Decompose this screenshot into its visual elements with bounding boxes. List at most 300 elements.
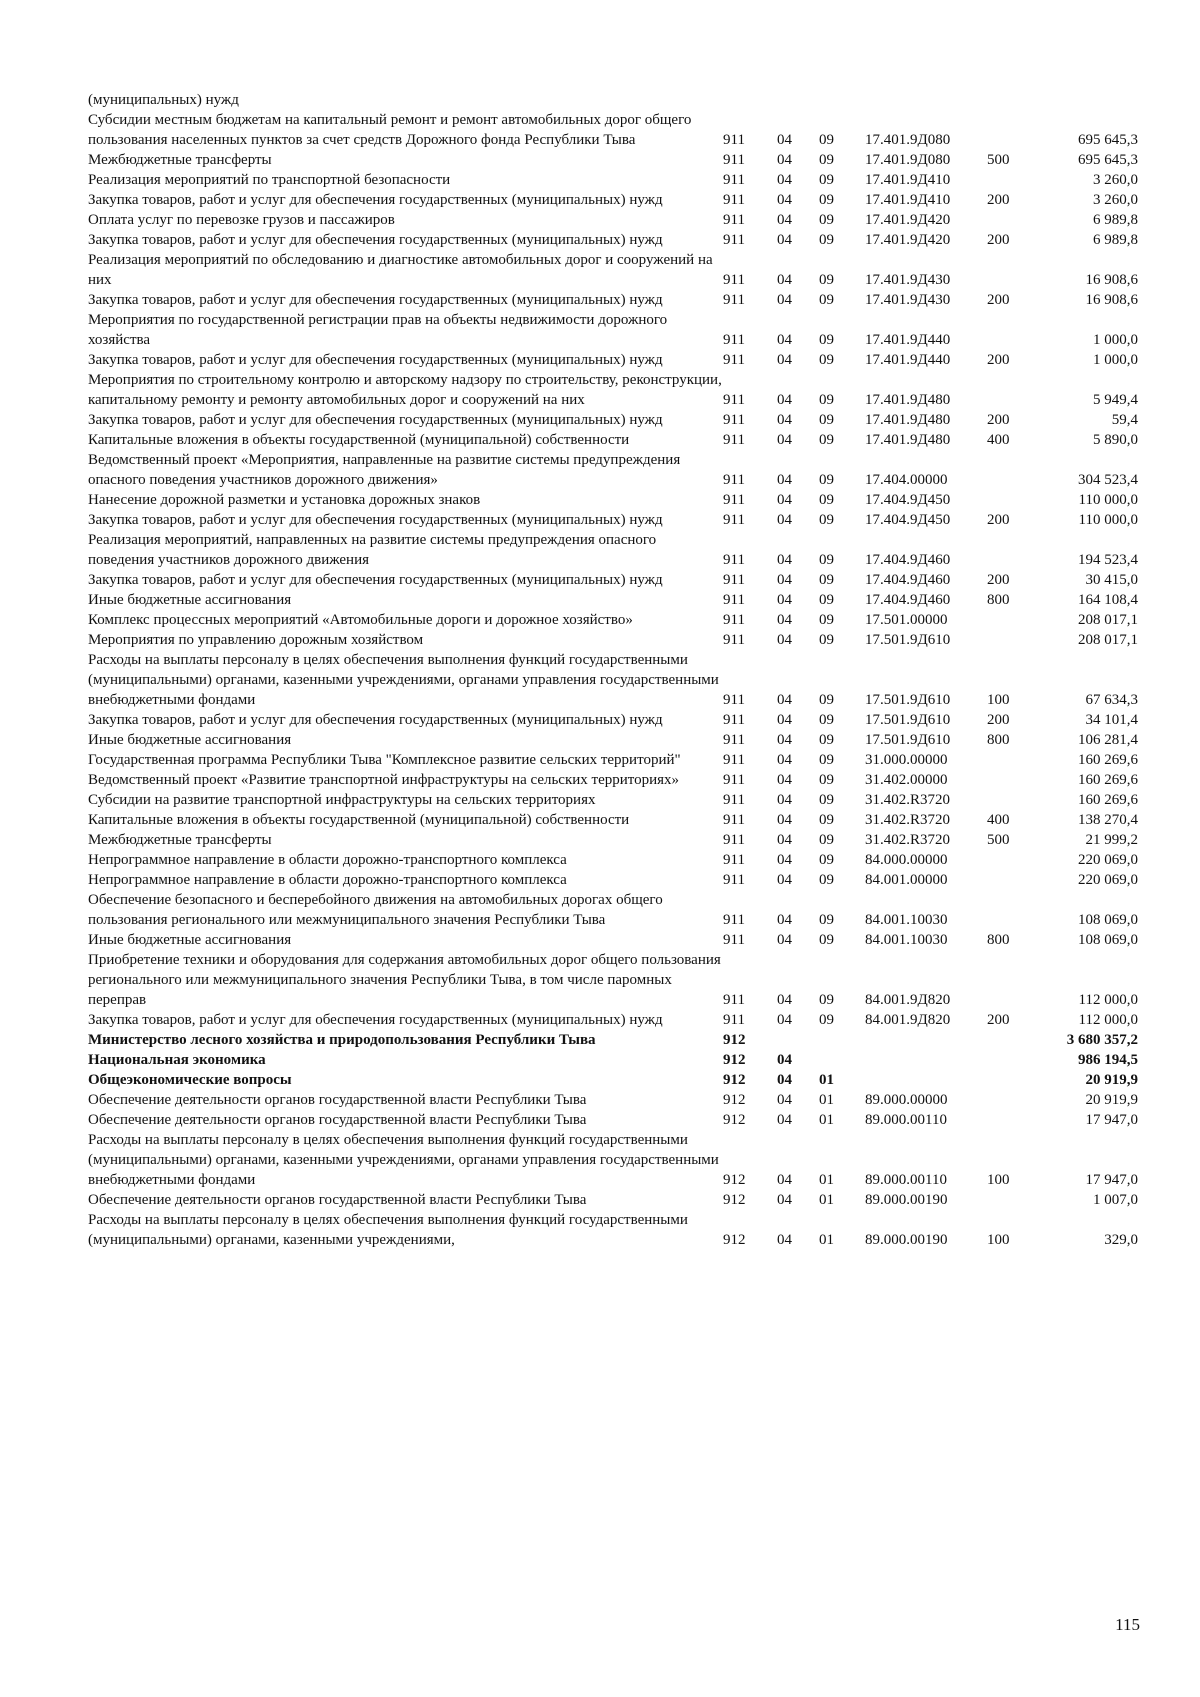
amount: 160 269,6 (1078, 792, 1138, 808)
row-name: Обеспечение деятельности органов государственной власти Республики Тыва (88, 1192, 587, 1208)
amount: 3 260,0 (1093, 192, 1138, 208)
section-code: 04 (777, 632, 792, 648)
target-article-code: 17.501.9Д610 (865, 712, 951, 728)
subsection-code: 01 (819, 1172, 834, 1188)
amount: 329,0 (1104, 1232, 1138, 1248)
section-code: 04 (777, 332, 792, 348)
subsection-code: 01 (819, 1112, 834, 1128)
target-article-code: 17.501.9Д610 (865, 632, 951, 648)
subsection-code: 09 (819, 432, 834, 448)
expense-type-code: 500 (987, 832, 1010, 848)
section-code: 04 (777, 272, 792, 288)
section-code: 04 (777, 552, 792, 568)
expense-type-code (987, 170, 1033, 190)
admin-code: 911 (723, 152, 745, 168)
target-article-code: 17.401.9Д080 (865, 152, 951, 168)
table-row (88, 610, 1138, 630)
row-name: Капитальные вложения в объекты государственной (муниципальной) собственности (88, 812, 630, 828)
admin-code: 912 (723, 1072, 746, 1088)
table-row (88, 1050, 1138, 1070)
section-code: 04 (777, 172, 792, 188)
amount: 110 000,0 (1078, 512, 1138, 528)
expense-type-code: 800 (987, 732, 1010, 748)
table-row (88, 1030, 1138, 1050)
amount: 67 634,3 (1085, 692, 1138, 708)
admin-code: 912 (723, 1092, 746, 1108)
subsection-code: 01 (819, 1072, 834, 1088)
amount: 160 269,6 (1078, 752, 1138, 768)
row-name: Расходы на выплаты персоналу в целях обеспечения выполнения функций государственными (муниципальными) органами, казенными учреждениями, органами управления государственными внебюджетными фондами (88, 652, 719, 708)
expense-type-code: 100 (987, 1172, 1010, 1188)
admin-code: 912 (723, 1172, 746, 1188)
row-name: Ведомственный проект «Мероприятия, направленные на развитие системы предупреждения опасного поведения участников дорожного движения» (88, 452, 681, 488)
section-code: 04 (777, 592, 792, 608)
target-article-code: 17.401.9Д410 (865, 172, 951, 188)
subsection-code: 09 (819, 752, 834, 768)
subsection-code (819, 90, 865, 110)
expense-type-code (987, 1110, 1033, 1130)
admin-code: 911 (723, 512, 745, 528)
expense-type-code: 400 (987, 432, 1010, 448)
target-article-code: 17.404.9Д450 (865, 512, 951, 528)
subsection-code: 09 (819, 912, 834, 928)
row-name: Закупка товаров, работ и услуг для обеспечения государственных (муниципальных) нужд (88, 292, 663, 308)
admin-code: 911 (723, 172, 745, 188)
admin-code: 912 (723, 1052, 746, 1068)
amount: 108 069,0 (1078, 932, 1138, 948)
admin-code: 911 (723, 552, 745, 568)
section-code: 04 (777, 132, 792, 148)
subsection-code: 09 (819, 592, 834, 608)
amount: 1 000,0 (1093, 352, 1138, 368)
subsection-code: 09 (819, 832, 834, 848)
row-name: Закупка товаров, работ и услуг для обеспечения государственных (муниципальных) нужд (88, 192, 663, 208)
expense-type-code: 100 (987, 692, 1010, 708)
subsection-code: 09 (819, 472, 834, 488)
table-row (88, 950, 1138, 1010)
expense-type-code (987, 90, 1033, 110)
admin-code: 911 (723, 232, 745, 248)
row-name: Закупка товаров, работ и услуг для обеспечения государственных (муниципальных) нужд (88, 232, 663, 248)
subsection-code: 09 (819, 932, 834, 948)
row-name: (муниципальных) нужд (88, 92, 239, 108)
admin-code: 911 (723, 912, 745, 928)
target-article-code (865, 1050, 987, 1070)
expense-type-code: 200 (987, 512, 1010, 528)
expense-type-code (987, 110, 1033, 150)
target-article-code: 89.000.00110 (865, 1112, 947, 1128)
admin-code: 911 (723, 492, 745, 508)
subsection-code: 09 (819, 512, 834, 528)
table-row (88, 730, 1138, 750)
row-name: Закупка товаров, работ и услуг для обеспечения государственных (муниципальных) нужд (88, 572, 663, 588)
table-row (88, 110, 1138, 150)
row-name: Закупка товаров, работ и услуг для обеспечения государственных (муниципальных) нужд (88, 712, 663, 728)
subsection-code: 09 (819, 352, 834, 368)
admin-code: 911 (723, 332, 745, 348)
row-name: Мероприятия по государственной регистрации прав на объекты недвижимости дорожного хозяйства (88, 312, 668, 348)
section-code: 04 (777, 1232, 792, 1248)
section-code: 04 (777, 872, 792, 888)
admin-code: 911 (723, 352, 745, 368)
expense-type-code (987, 1190, 1033, 1210)
row-name: Национальная экономика (88, 1052, 266, 1068)
subsection-code (819, 1030, 865, 1050)
table-row (88, 710, 1138, 730)
subsection-code: 09 (819, 272, 834, 288)
admin-code: 911 (723, 832, 745, 848)
section-code: 04 (777, 492, 792, 508)
amount: 208 017,1 (1078, 612, 1138, 628)
table-row (88, 790, 1138, 810)
target-article-code: 17.404.9Д460 (865, 572, 951, 588)
expense-type-code: 800 (987, 592, 1010, 608)
target-article-code: 31.000.00000 (865, 752, 948, 768)
expense-type-code: 200 (987, 192, 1010, 208)
table-row (88, 210, 1138, 230)
expense-type-code (987, 450, 1033, 490)
table-row (88, 350, 1138, 370)
row-name: Мероприятия по строительному контролю и авторскому надзору по строительству, реконструкции, капитальному ремонту и ремонту автомобильных дорог и сооружений на них (88, 372, 722, 408)
section-code: 04 (777, 392, 792, 408)
expense-type-code (987, 750, 1033, 770)
table-row (88, 1210, 1138, 1250)
expense-type-code (987, 310, 1033, 350)
admin-code: 911 (723, 612, 745, 628)
subsection-code: 09 (819, 132, 834, 148)
admin-code: 911 (723, 712, 745, 728)
section-code: 04 (777, 192, 792, 208)
expense-type-code (987, 790, 1033, 810)
table-row (88, 1130, 1138, 1190)
admin-code: 911 (723, 772, 745, 788)
section-code: 04 (777, 712, 792, 728)
row-name: Субсидии на развитие транспортной инфраструктуры на сельских территориях (88, 792, 596, 808)
amount: 108 069,0 (1078, 912, 1138, 928)
target-article-code: 17.401.9Д410 (865, 192, 951, 208)
subsection-code: 09 (819, 872, 834, 888)
amount: 106 281,4 (1078, 732, 1138, 748)
subsection-code: 09 (819, 192, 834, 208)
table-row (88, 370, 1138, 410)
target-article-code (865, 90, 987, 110)
section-code: 04 (777, 612, 792, 628)
admin-code: 911 (723, 592, 745, 608)
target-article-code: 89.000.00000 (865, 1092, 948, 1108)
admin-code: 911 (723, 692, 745, 708)
target-article-code: 17.401.9Д440 (865, 332, 951, 348)
target-article-code: 84.001.00000 (865, 872, 948, 888)
row-name: Закупка товаров, работ и услуг для обеспечения государственных (муниципальных) нужд (88, 412, 663, 428)
table-row (88, 1090, 1138, 1110)
admin-code: 911 (723, 732, 745, 748)
table-row (88, 850, 1138, 870)
amount: 220 069,0 (1078, 852, 1138, 868)
amount: 17 947,0 (1085, 1112, 1138, 1128)
admin-code: 911 (723, 872, 745, 888)
admin-code: 912 (723, 1112, 746, 1128)
budget-table-body (88, 90, 1138, 1250)
amount: 21 999,2 (1085, 832, 1138, 848)
section-code: 04 (777, 352, 792, 368)
section-code: 04 (777, 792, 792, 808)
target-article-code: 84.001.9Д820 (865, 1012, 951, 1028)
row-name: Оплата услуг по перевозке грузов и пассажиров (88, 212, 395, 228)
expense-type-code (987, 250, 1033, 290)
expense-type-code: 200 (987, 352, 1010, 368)
row-name: Приобретение техники и оборудования для содержания автомобильных дорог общего пользования регионального или межмуниципального значения Республики Тыва, в том числе паромных переправ (88, 952, 721, 1008)
expense-type-code (987, 1030, 1033, 1050)
section-code: 04 (777, 1052, 792, 1068)
table-row (88, 310, 1138, 350)
expense-type-code (987, 610, 1033, 630)
table-row (88, 150, 1138, 170)
row-name: Государственная программа Республики Тыва "Комплексное развитие сельских территорий" (88, 752, 681, 768)
table-row (88, 630, 1138, 650)
table-row (88, 890, 1138, 930)
amount: 5 949,4 (1093, 392, 1138, 408)
amount: 1 000,0 (1093, 332, 1138, 348)
expense-type-code (987, 530, 1033, 570)
section-code: 04 (777, 232, 792, 248)
target-article-code: 17.501.9Д610 (865, 692, 951, 708)
amount: 164 108,4 (1078, 592, 1138, 608)
expense-type-code (987, 870, 1033, 890)
subsection-code: 09 (819, 492, 834, 508)
amount (1033, 90, 1138, 110)
subsection-code (819, 1050, 865, 1070)
target-article-code: 17.401.9Д420 (865, 212, 951, 228)
amount: 112 000,0 (1078, 992, 1138, 1008)
target-article-code: 17.401.9Д480 (865, 432, 951, 448)
row-name: Расходы на выплаты персоналу в целях обеспечения выполнения функций государственными (муниципальными) органами, казенными учреждениями, (88, 1212, 688, 1248)
section-code: 04 (777, 1172, 792, 1188)
subsection-code: 09 (819, 292, 834, 308)
subsection-code: 09 (819, 152, 834, 168)
table-row (88, 930, 1138, 950)
admin-code: 912 (723, 1232, 746, 1248)
admin-code: 911 (723, 1012, 745, 1028)
target-article-code (865, 1030, 987, 1050)
row-name: Обеспечение деятельности органов государственной власти Республики Тыва (88, 1112, 587, 1128)
expense-type-code: 200 (987, 292, 1010, 308)
admin-code: 911 (723, 272, 745, 288)
table-row (88, 590, 1138, 610)
row-name: Реализация мероприятий, направленных на развитие системы предупреждения опасного поведения участников дорожного движения (88, 532, 657, 568)
section-code: 04 (777, 1092, 792, 1108)
table-row (88, 570, 1138, 590)
row-name: Иные бюджетные ассигнования (88, 732, 292, 748)
row-name: Реализация мероприятий по обследованию и диагностике автомобильных дорог и сооружений на них (88, 252, 713, 288)
subsection-code: 09 (819, 552, 834, 568)
budget-table (88, 90, 1138, 1250)
admin-code: 911 (723, 292, 745, 308)
subsection-code: 09 (819, 712, 834, 728)
expense-type-code: 200 (987, 412, 1010, 428)
amount: 3 680 357,2 (1066, 1032, 1138, 1048)
amount: 3 260,0 (1093, 172, 1138, 188)
expense-type-code: 200 (987, 572, 1010, 588)
table-row (88, 490, 1138, 510)
section-code: 04 (777, 992, 792, 1008)
section-code: 04 (777, 732, 792, 748)
row-name: Иные бюджетные ассигнования (88, 592, 292, 608)
admin-code: 911 (723, 432, 745, 448)
section-code: 04 (777, 812, 792, 828)
target-article-code (865, 1070, 987, 1090)
table-row (88, 290, 1138, 310)
row-name: Реализация мероприятий по транспортной безопасности (88, 172, 451, 188)
table-row (88, 230, 1138, 250)
target-article-code: 31.402.00000 (865, 772, 948, 788)
row-name: Непрограммное направление в области дорожно-транспортного комплекса (88, 852, 567, 868)
row-name: Министерство лесного хозяйства и природопользования Республики Тыва (88, 1032, 596, 1048)
target-article-code: 17.401.9Д080 (865, 132, 951, 148)
table-row (88, 1010, 1138, 1030)
subsection-code: 09 (819, 1012, 834, 1028)
admin-code: 911 (723, 412, 745, 428)
target-article-code: 17.404.9Д460 (865, 552, 951, 568)
table-row (88, 90, 1138, 110)
section-code: 04 (777, 1012, 792, 1028)
row-name: Закупка товаров, работ и услуг для обеспечения государственных (муниципальных) нужд (88, 512, 663, 528)
admin-code: 911 (723, 812, 745, 828)
section-code (777, 90, 819, 110)
section-code: 04 (777, 752, 792, 768)
admin-code: 911 (723, 392, 745, 408)
section-code: 04 (777, 772, 792, 788)
subsection-code: 09 (819, 992, 834, 1008)
subsection-code: 09 (819, 772, 834, 788)
subsection-code: 01 (819, 1192, 834, 1208)
section-code: 04 (777, 412, 792, 428)
subsection-code: 09 (819, 792, 834, 808)
row-name: Закупка товаров, работ и услуг для обеспечения государственных (муниципальных) нужд (88, 352, 663, 368)
expense-type-code (987, 890, 1033, 930)
amount: 5 890,0 (1093, 432, 1138, 448)
table-row (88, 650, 1138, 710)
row-name: Непрограммное направление в области дорожно-транспортного комплекса (88, 872, 567, 888)
expense-type-code (987, 210, 1033, 230)
amount: 34 101,4 (1085, 712, 1138, 728)
admin-code: 911 (723, 792, 745, 808)
section-code: 04 (777, 432, 792, 448)
subsection-code: 09 (819, 632, 834, 648)
table-row (88, 190, 1138, 210)
amount: 695 645,3 (1078, 132, 1138, 148)
section-code: 04 (777, 1192, 792, 1208)
admin-code (723, 90, 777, 110)
subsection-code: 09 (819, 612, 834, 628)
target-article-code: 84.001.10030 (865, 932, 948, 948)
subsection-code: 09 (819, 332, 834, 348)
row-name: Межбюджетные трансферты (88, 832, 272, 848)
target-article-code: 84.000.00000 (865, 852, 948, 868)
table-row (88, 870, 1138, 890)
expense-type-code (987, 1070, 1033, 1090)
table-row (88, 430, 1138, 450)
amount: 986 194,5 (1078, 1052, 1138, 1068)
amount: 20 919,9 (1085, 1092, 1138, 1108)
target-article-code: 17.404.9Д450 (865, 492, 951, 508)
expense-type-code (987, 1050, 1033, 1070)
row-name: Мероприятия по управлению дорожным хозяйством (88, 632, 424, 648)
target-article-code: 17.401.9Д430 (865, 272, 951, 288)
table-row (88, 510, 1138, 530)
amount: 16 908,6 (1085, 292, 1138, 308)
section-code (777, 1030, 819, 1050)
expense-type-code: 500 (987, 152, 1010, 168)
table-row (88, 750, 1138, 770)
row-name: Комплекс процессных мероприятий «Автомобильные дороги и дорожное хозяйство» (88, 612, 633, 628)
admin-code: 911 (723, 852, 745, 868)
amount: 6 989,8 (1093, 212, 1138, 228)
section-code: 04 (777, 152, 792, 168)
admin-code: 911 (723, 472, 745, 488)
admin-code: 911 (723, 992, 745, 1008)
section-code: 04 (777, 852, 792, 868)
amount: 110 000,0 (1078, 492, 1138, 508)
page-number: 115 (1115, 1615, 1140, 1634)
subsection-code: 09 (819, 412, 834, 428)
amount: 138 270,4 (1078, 812, 1138, 828)
amount: 112 000,0 (1078, 1012, 1138, 1028)
amount: 208 017,1 (1078, 632, 1138, 648)
expense-type-code (987, 1090, 1033, 1110)
subsection-code: 09 (819, 852, 834, 868)
expense-type-code (987, 770, 1033, 790)
admin-code: 911 (723, 932, 745, 948)
target-article-code: 89.000.00190 (865, 1232, 948, 1248)
target-article-code: 84.001.9Д820 (865, 992, 951, 1008)
section-code: 04 (777, 292, 792, 308)
amount: 20 919,9 (1085, 1072, 1138, 1088)
expense-type-code: 200 (987, 232, 1010, 248)
row-name: Капитальные вложения в объекты государственной (муниципальной) собственности (88, 432, 630, 448)
amount: 160 269,6 (1078, 772, 1138, 788)
row-name: Ведомственный проект «Развитие транспортной инфраструктуры на сельских территориях» (88, 772, 680, 788)
target-article-code: 89.000.00110 (865, 1172, 947, 1188)
subsection-code: 09 (819, 692, 834, 708)
section-code: 04 (777, 512, 792, 528)
row-name: Субсидии местным бюджетам на капитальный ремонт и ремонт автомобильных дорог общего пользования населенных пунктов за счет средств Дорожного фонда Республики Тыва (88, 112, 692, 148)
table-row (88, 1190, 1138, 1210)
amount: 16 908,6 (1085, 272, 1138, 288)
target-article-code: 17.401.9Д420 (865, 232, 951, 248)
subsection-code: 09 (819, 572, 834, 588)
section-code: 04 (777, 912, 792, 928)
target-article-code: 17.401.9Д440 (865, 352, 951, 368)
subsection-code: 09 (819, 212, 834, 228)
subsection-code: 01 (819, 1232, 834, 1248)
table-row (88, 450, 1138, 490)
admin-code: 911 (723, 132, 745, 148)
expense-type-code (987, 950, 1033, 1010)
target-article-code: 84.001.10030 (865, 912, 948, 928)
row-name: Расходы на выплаты персоналу в целях обеспечения выполнения функций государственными (муниципальными) органами, казенными учреждениями, органами управления государственными внебюджетными фондами (88, 1132, 719, 1188)
row-name: Общеэкономические вопросы (88, 1072, 292, 1088)
row-name: Закупка товаров, работ и услуг для обеспечения государственных (муниципальных) нужд (88, 1012, 663, 1028)
amount: 59,4 (1111, 412, 1138, 428)
expense-type-code: 800 (987, 932, 1010, 948)
expense-type-code: 200 (987, 712, 1010, 728)
row-name: Обеспечение безопасного и бесперебойного движения на автомобильных дорогах общего пользования регионального или межмуниципального значения Республики Тыва (88, 892, 663, 928)
amount: 695 645,3 (1078, 152, 1138, 168)
amount: 1 007,0 (1093, 1192, 1138, 1208)
table-row (88, 810, 1138, 830)
row-name: Нанесение дорожной разметки и установка дорожных знаков (88, 492, 481, 508)
admin-code: 912 (723, 1192, 746, 1208)
